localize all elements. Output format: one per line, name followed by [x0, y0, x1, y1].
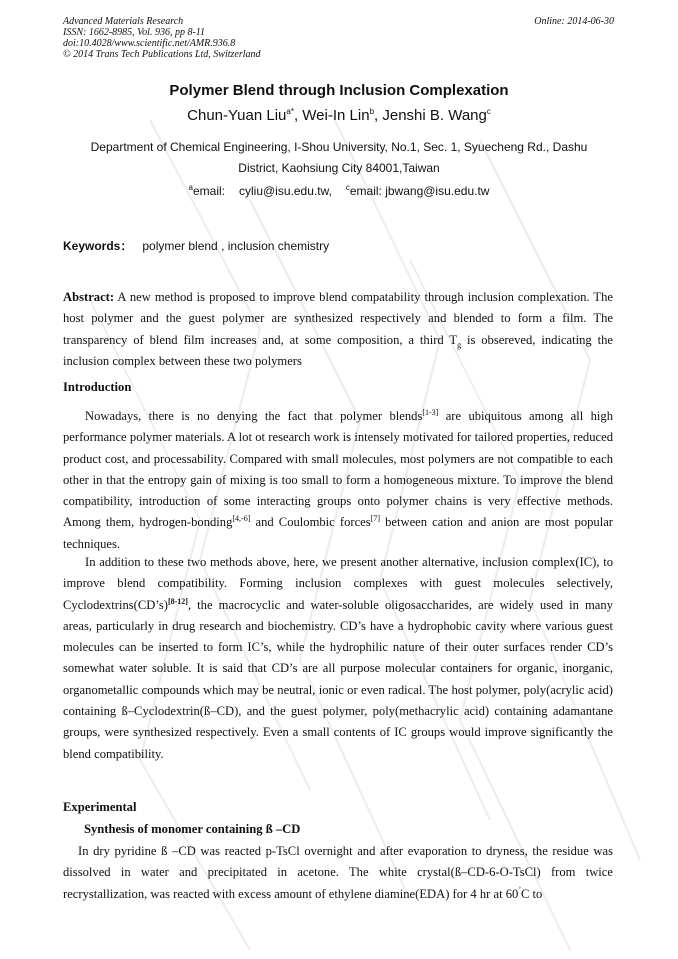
experimental-paragraph — [63, 841, 613, 905]
email-marker: a — [188, 183, 193, 192]
citation: [7] — [370, 514, 380, 524]
keywords — [63, 237, 329, 254]
author-name: Jenshi B. Wang — [382, 107, 487, 124]
citation: [8-12] — [167, 596, 188, 606]
keywords-label: Keywords： — [63, 239, 133, 253]
citation: [4,-6] — [232, 514, 251, 524]
email-label: email: — [192, 184, 225, 198]
section-heading-introduction: Introduction — [63, 380, 132, 394]
paragraph-text: are ubiquitous among all high performance polymer materials. A lot ot research work is intensely motivated for tailored properties, reduced product cost, and processability. Compared with small molecules, most polymers are not compatible to each other in that the entropy gain of mixing is too small to form a homogeneous mixture. To improve the blend compatibility, introduction of some interacting groups onto polymer chains is very effective methods. Among them, hydrogen-bonding — [63, 409, 613, 530]
author-list — [0, 107, 678, 124]
copyright-line: © 2014 Trans Tech Publications Ltd, Switzerland — [63, 49, 261, 60]
email-marker: c — [345, 183, 350, 192]
journal-name: Advanced Materials Research — [63, 16, 184, 27]
author-name: Chun-Yuan Liu — [187, 107, 287, 124]
paragraph-text: , the macrocyclic and water-soluble oligosaccharides, are widely used in many areas, particularly in drug research and biochemistry. CD’s have a hydrophobic cavity where various guest molecules can be inserted to form IC’s, while the hydrophilic nature of their outer surfaces render CD’s somewhat water soluble. It is said that CD’s are all purpose molecular containers for organic, inorganic, organometallic compounds which may be neutral, ionic or even radical. The host polymer, poly(acrylic acid) containing ß–Cyclodextrin(ß–CD), and the guest polymer, poly(methacrylic acid) containing adamantane groups, were synthesized respectively. Even a small contents of IC groups would improve significantly the blend compatibility. — [63, 597, 613, 761]
email-line — [0, 184, 678, 198]
paragraph-text: In addition to these two methods above, here, we present another alternative, inclusion complex(IC), to improve blend compatibility. Forming inclusion complexes with guest molecules selectively, Cyclodextrins(CD’s) — [63, 555, 613, 612]
affiliation-line: Department of Chemical Engineering, I-Shou University, No.1, Sec. 1, Syuecheng Rd., Dashu — [90, 140, 588, 154]
affiliation-line: District, Kaohsiung City 84001,Taiwan — [238, 161, 440, 175]
author-separator: , — [374, 107, 383, 124]
abstract — [63, 287, 613, 372]
degree-symbol: ˚ — [518, 885, 521, 895]
author-marker: a* — [286, 107, 294, 116]
online-date: Online: 2014-06-30 — [534, 16, 614, 27]
email-address[interactable]: email: jbwang@isu.edu.tw — [349, 184, 490, 198]
journal-header — [63, 16, 261, 60]
keywords-text: polymer blend , inclusion chemistry — [142, 239, 330, 253]
author-marker: c — [486, 107, 491, 116]
citation: [1-3] — [422, 407, 439, 417]
issn-line: ISSN: 1662-8985, Vol. 936, pp 8-11 — [63, 27, 206, 38]
author-marker: b — [369, 107, 375, 116]
intro-paragraph — [63, 406, 613, 555]
author-separator: , — [293, 107, 303, 124]
intro-paragraph — [63, 552, 613, 765]
section-heading-experimental: Experimental — [63, 800, 137, 814]
author-name: Wei-In Lin — [302, 107, 370, 124]
abstract-label: Abstract: — [63, 290, 115, 304]
subsection-heading: Synthesis of monomer containing ß –CD — [84, 822, 301, 836]
doi-line: doi:10.4028/www.scientific.net/AMR.936.8 — [63, 38, 236, 49]
paragraph-text: between cation and anion are most popular techniques. — [63, 515, 614, 551]
abstract-text: is obsereved, indicating the inclusion complex between these two polymers — [63, 332, 613, 368]
paragraph-text: C to — [520, 886, 543, 901]
paragraph-text: In dry pyridine ß –CD was reacted p-TsCl overnight and after evaporation to dryness, the residue was dissolved in water and precipitated in acetone. The white crystal(ß–CD-6-O-TsCl) from twice recrystallization, was reacted with excess amount of ethylene diamine(EDA) for 4 hr at 60 — [63, 844, 613, 901]
paragraph-text: Nowadays, there is no denying the fact that polymer blends — [85, 409, 423, 423]
affiliation — [70, 137, 608, 179]
email-address[interactable]: cyliu@isu.edu.tw, — [238, 184, 332, 198]
abstract-text: A new method is proposed to improve blend compatability through inclusion complexation. The host polymer and the guest polymer are synthesized respectively and blended to form a film. The transparency of blend film increases and, at some composition, a third T — [63, 290, 613, 347]
paper-title: Polymer Blend through Inclusion Complexation — [169, 82, 509, 99]
tg-subscript: g — [457, 340, 462, 350]
paragraph-text: and Coulombic forces — [250, 515, 371, 530]
